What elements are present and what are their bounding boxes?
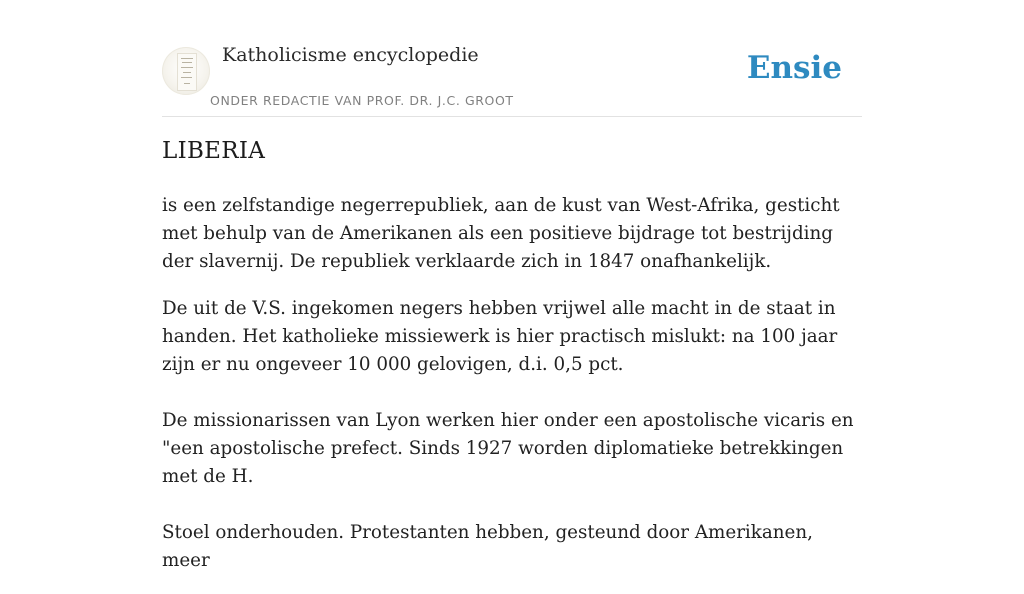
article-paragraph: Stoel onderhouden. Protestanten hebben, gesteund door Amerikanen, meer [162,522,813,571]
article-paragraph: is een zelfstandige negerrepubliek, aan de kust van West-Afrika, gesticht met behulp van de Amerikanen als een positieve bijdrage tot bestrijding der slavernij. De republiek verklaarde zich in 1847 onafhankelijk. [162,195,840,272]
editor-subtitle: ONDER REDACTIE VAN PROF. DR. J.C. GROOT [210,93,514,108]
article-title: LIBERIA [162,138,266,164]
ensie-logo-link[interactable]: Ensie [746,50,842,86]
article-body [162,192,862,594]
book-page-graphic [177,53,197,91]
header [162,0,862,117]
site-title[interactable]: Katholicisme encyclopedie [222,44,479,66]
book-cover-icon[interactable] [162,47,210,95]
article-paragraph: De missionarissen van Lyon werken hier onder een apostolische vicaris en "een apostolische prefect. Sinds 1927 worden diplomatieke betrekkingen met de H. [162,410,854,487]
page [162,0,862,571]
article-paragraph: De uit de V.S. ingekomen negers hebben vrijwel alle macht in de staat in handen. Het katholieke missiewerk is hier practisch mislukt: na 100 jaar zijn er nu ongeveer 10 000 gelovigen, d.i. 0,5 pct. [162,298,838,375]
